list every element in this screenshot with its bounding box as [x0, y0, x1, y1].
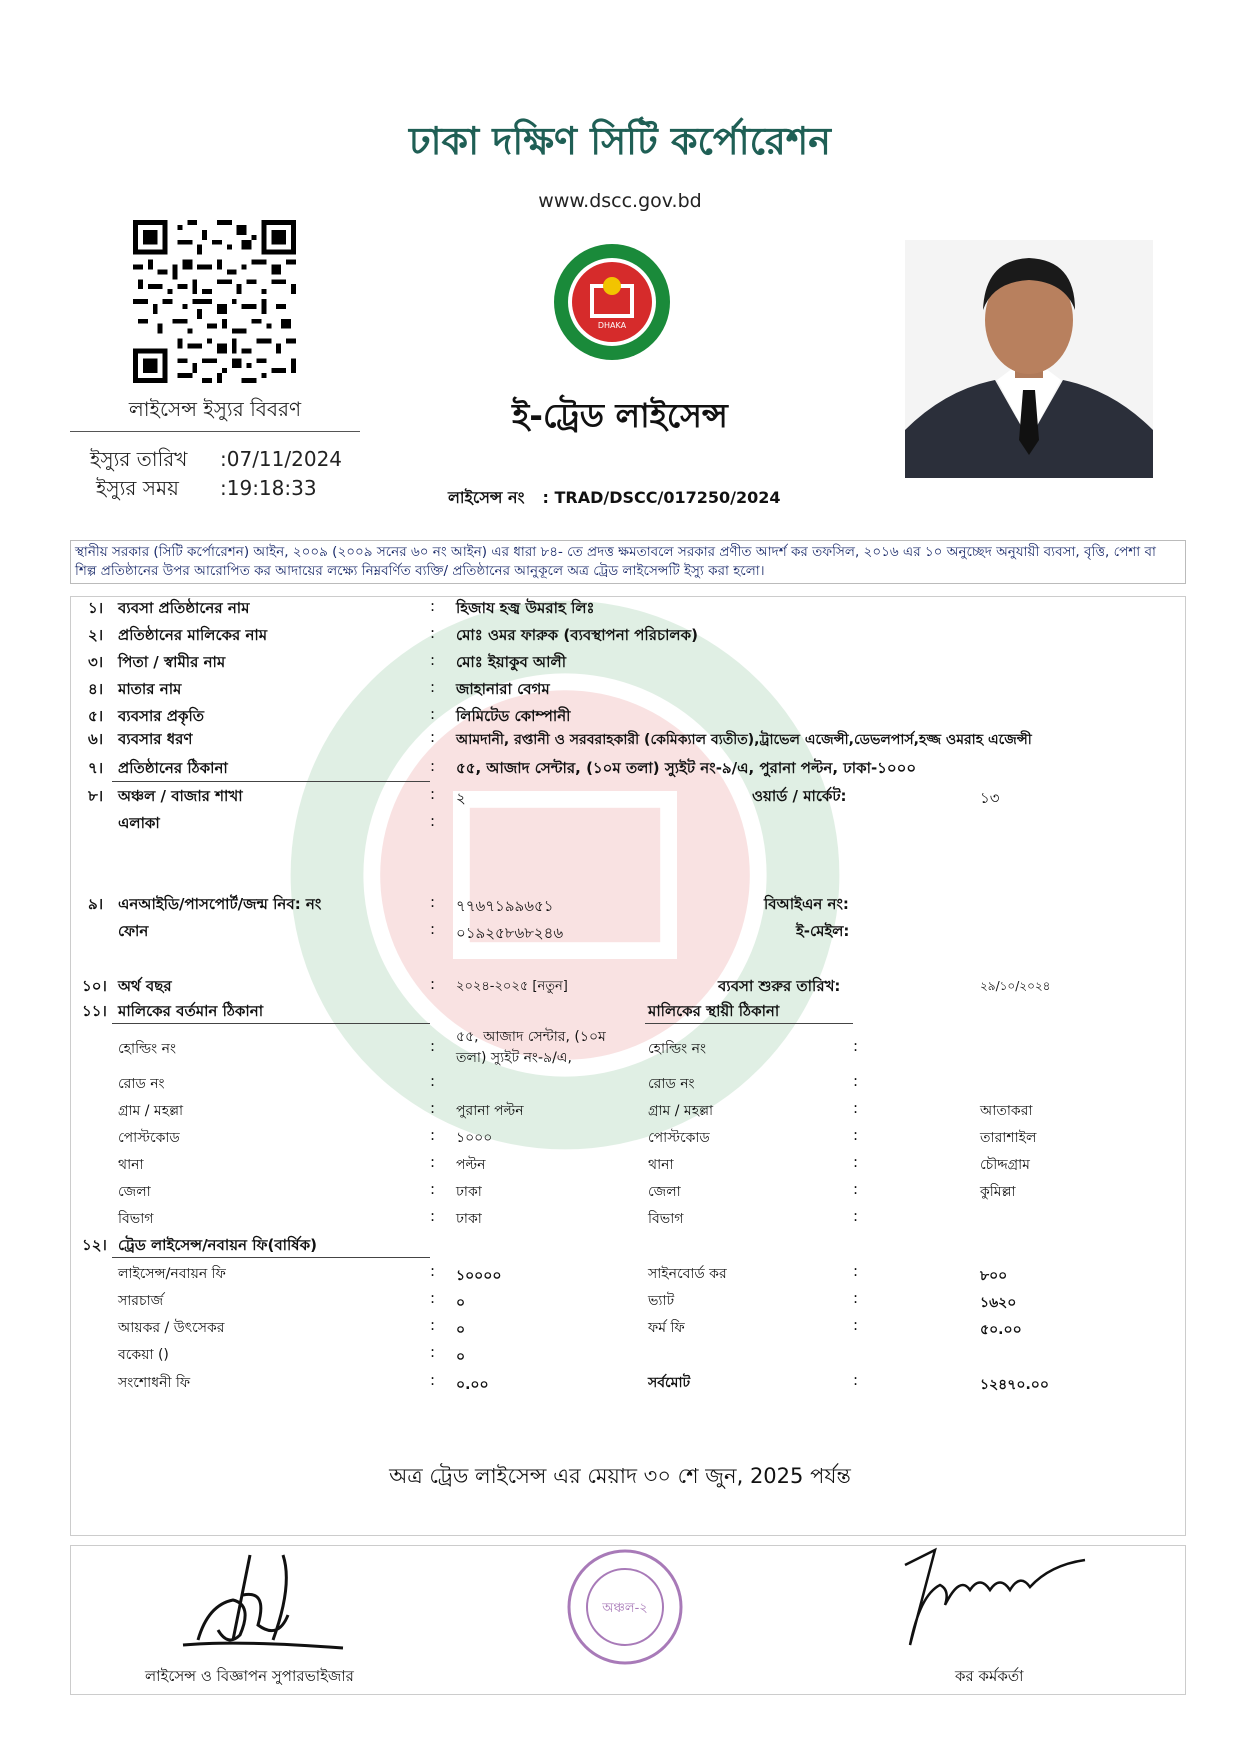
permanent-address-underline [645, 1023, 853, 1024]
ward-label: ওয়ার্ড / মার্কেট: [752, 787, 847, 805]
field-value: আমদানী, রপ্তানী ও সরবরাহকারী (কেমিক্যাল ব্যতীত),ট্রাভেল এজেন্সী,ডেভলপার্স,হজ্জ ওমরাহ এজেন্সী [456, 732, 1032, 748]
permanent-address-field-label: থানা [648, 1157, 674, 1173]
fee-item-label: বকেয়া () [118, 1347, 169, 1363]
preamble-text: স্থানীয় সরকার (সিটি কর্পোরেশন) আইন, ২০০৯ (২০০৯ সনের ৬০ নং আইন) এর ধারা ৮৪- তে প্রদত্ত ক্ষমতাবলে সরকার প্রণীত আদর্শ কর তফসিল, ২০১৬ এর ১০ অনুচ্ছেদ অনুযায়ী ব্যবসা, বৃত্তি, পেশা বা শিল্প প্রতিষ্ঠানের উপর আরোপিত কর আদায়ের লক্ষ্যে নিম্নবর্ণিত ব্যক্তি/ প্রতিষ্ঠানের আনুকূলে অত্র ট্রেড লাইসেন্সটি ইস্যু করা হলো। [70, 540, 1186, 584]
field-colon: : [430, 678, 436, 696]
field-label: ব্যবসার প্রকৃতি [118, 707, 205, 725]
fee-item-right-label: ভ্যাট [648, 1293, 675, 1309]
field-label: মাতার নাম [118, 680, 182, 698]
issue-divider [70, 431, 360, 432]
field-value: হিজায হজ্ব উমরাহ লিঃ [456, 599, 595, 617]
permanent-address-field-label: রোড নং [648, 1076, 695, 1092]
present-address-field-label: জেলা [118, 1184, 151, 1200]
owner-photo [905, 240, 1153, 478]
field-colon: : [430, 728, 436, 746]
permanent-address-field-label: পোস্টকোড [648, 1130, 710, 1146]
official-seal [566, 1548, 684, 1666]
field-number: ২। [88, 626, 104, 644]
issue-date-label: ইস্যুর তারিখ [90, 447, 188, 471]
present-address-field-label: পোস্টকোড [118, 1130, 180, 1146]
field-colon: : [430, 705, 436, 723]
field-colon: : [430, 624, 436, 642]
field-label: প্রতিষ্ঠানের ঠিকানা [118, 759, 228, 777]
present-address-field-label: বিভাগ [118, 1211, 154, 1227]
field-number: ৬। [88, 730, 104, 748]
zone-underline [112, 781, 430, 782]
zone-value: ২ [456, 789, 466, 807]
fee-item-value: ০ [456, 1295, 466, 1311]
phone-label: ফোন [118, 922, 149, 940]
fiscal-label: অর্থ বছর [118, 977, 172, 995]
qr-code [133, 220, 296, 383]
issue-details-heading: লাইসেন্স ইস্যুর বিবরণ [128, 397, 302, 421]
fee-item-right-label: সাইনবোর্ড কর [648, 1266, 727, 1282]
nid-value: ৭৭৬৭১৯৯৬৫১ [456, 897, 554, 915]
present-address-field-value: পুরানা পল্টন [456, 1103, 524, 1119]
fee-item-value: ০ [456, 1322, 466, 1338]
email-label: ই-মেইল: [796, 922, 850, 940]
fee-item-right-label: সর্বমোট [648, 1375, 691, 1391]
fiscal-value: ২০২৪-২০২৫ [নতুন] [456, 979, 568, 994]
fee-item-right-value: ৮০০ [980, 1268, 1008, 1284]
dscc-logo [552, 242, 672, 362]
validity-statement: অত্র ট্রেড লাইসেন্স এর মেয়াদ ৩০ শে জুন, 2025 পর্যন্ত [389, 1464, 851, 1488]
present-address-field-value: ঢাকা [456, 1184, 482, 1200]
fiscal-number: ১০। [82, 977, 107, 995]
nid-label: এনআইডি/পাসপোর্ট/জন্ম নিব: নং [118, 895, 322, 913]
fee-item-label: সারচার্জ [118, 1293, 164, 1309]
phone-value: ০১৯২৫৮৬৮২৪৬ [456, 924, 564, 942]
field-label: পিতা / স্বামীর নাম [118, 653, 226, 671]
address-number: ১১। [82, 1002, 107, 1020]
zone-number: ৮। [88, 787, 104, 805]
fee-item-right-value: ৫০.০০ [980, 1322, 1022, 1338]
license-title: ই-ট্রেড লাইসেন্স [512, 396, 728, 435]
present-address-field-value: পল্টন [456, 1157, 486, 1173]
permanent-address-field-value: আতাকরা [980, 1103, 1033, 1119]
tax-officer-signature [900, 1545, 1090, 1655]
logo-text: DHAKA [597, 321, 627, 330]
license-number-label: লাইসেন্স নং [448, 488, 525, 507]
business-start-value: ২৯/১০/২০২৪ [980, 979, 1051, 993]
watermark-logo [285, 595, 845, 1155]
license-number-value: : TRAD/DSCC/017250/2024 [542, 488, 781, 507]
field-colon: : [430, 651, 436, 669]
issue-time-value: :19:18:33 [220, 476, 317, 500]
business-start-label: ব্যবসা শুরুর তারিখ: [718, 977, 841, 995]
permanent-address-field-label: বিভাগ [648, 1211, 684, 1227]
present-address-field-label: গ্রাম / মহল্লা [118, 1103, 184, 1119]
present-address-label: মালিকের বর্তমান ঠিকানা [118, 1002, 264, 1020]
fee-item-right-label: ফর্ম ফি [648, 1320, 685, 1336]
permanent-address-label: মালিকের স্থায়ী ঠিকানা [648, 1002, 780, 1020]
present-address-field-label: হোল্ডিং নং [118, 1041, 176, 1057]
fee-item-right-value: ১২৪৭০.০০ [980, 1377, 1050, 1393]
fee-underline [112, 1257, 430, 1258]
fee-item-label: আয়কর / উৎসেকর [118, 1320, 225, 1336]
present-address-field-label: থানা [118, 1157, 144, 1173]
issue-time-label: ইস্যুর সময় [96, 476, 179, 500]
fee-item-right-value: ১৬২০ [980, 1295, 1017, 1311]
page-title: ঢাকা দক্ষিণ সিটি কর্পোরেশন [409, 118, 831, 163]
present-address-field-value: ৫৫, আজাদ সেন্টার, (১০ম তলা) স্যুইট নং-৯/এ, [456, 1029, 606, 1066]
area-label: এলাকা [118, 814, 160, 832]
field-value: জাহানারা বেগম [456, 680, 550, 698]
present-address-field-label: রোড নং [118, 1076, 165, 1092]
permanent-address-field-label: হোল্ডিং নং [648, 1041, 706, 1057]
field-label: ব্যবসার ধরণ [118, 730, 193, 748]
permanent-address-field-label: গ্রাম / মহল্লা [648, 1103, 714, 1119]
fee-section-label: ট্রেড লাইসেন্স/নবায়ন ফি(বার্ষিক) [118, 1236, 317, 1254]
nid-number: ৯। [88, 895, 104, 913]
fee-number: ১২। [82, 1236, 107, 1254]
field-number: ৪। [88, 680, 104, 698]
permanent-address-field-label: জেলা [648, 1184, 681, 1200]
field-value: মোঃ ওমর ফারুক (ব্যবস্থাপনা পরিচালক) [456, 626, 698, 644]
field-value: মোঃ ইয়াকুব আলী [456, 653, 567, 671]
permanent-address-field-value: কুমিল্লা [980, 1184, 1016, 1200]
field-value: ৫৫, আজাদ সেন্টার, (১০ম তলা) স্যুইট নং-৯/এ, পুরানা পল্টন, ঢাকা-১০০০ [456, 759, 917, 777]
permanent-address-field-value: তারাশাইল [980, 1130, 1037, 1146]
supervisor-label: লাইসেন্স ও বিজ্ঞাপন সুপারভাইজার [145, 1667, 354, 1685]
fee-item-value: ০.০০ [456, 1377, 489, 1393]
field-value: লিমিটেড কোম্পানী [456, 707, 571, 725]
present-address-field-value: ঢাকা [456, 1211, 482, 1227]
field-label: প্রতিষ্ঠানের মালিকের নাম [118, 626, 268, 644]
fee-item-value: ১০০০০ [456, 1268, 502, 1284]
supervisor-signature [178, 1545, 348, 1655]
field-colon: : [430, 597, 436, 615]
field-number: ৭। [88, 759, 104, 777]
seal-text: অঞ্চল-২ [602, 1601, 648, 1616]
tax-officer-label: কর কর্মকর্তা [955, 1667, 1024, 1685]
fee-item-value: ০ [456, 1349, 466, 1365]
field-colon: : [430, 757, 436, 775]
field-number: ১। [88, 599, 104, 617]
bin-label: বিআইএন নং: [764, 895, 849, 913]
fee-item-label: লাইসেন্স/নবায়ন ফি [118, 1266, 226, 1282]
permanent-address-field-value: চৌদ্দগ্রাম [980, 1157, 1030, 1173]
zone-label: অঞ্চল / বাজার শাখা [118, 787, 243, 805]
issue-date-value: :07/11/2024 [220, 447, 343, 471]
present-address-field-value: ১০০০ [456, 1130, 493, 1146]
field-number: ৩। [88, 653, 104, 671]
present-address-underline [112, 1023, 430, 1024]
field-number: ৫। [88, 707, 104, 725]
ward-value: ১৩ [980, 789, 1000, 807]
license-number [448, 485, 799, 512]
website-url: www.dscc.gov.bd [538, 190, 702, 212]
field-label: ব্যবসা প্রতিষ্ঠানের নাম [118, 599, 250, 617]
fee-item-label: সংশোধনী ফি [118, 1375, 191, 1391]
